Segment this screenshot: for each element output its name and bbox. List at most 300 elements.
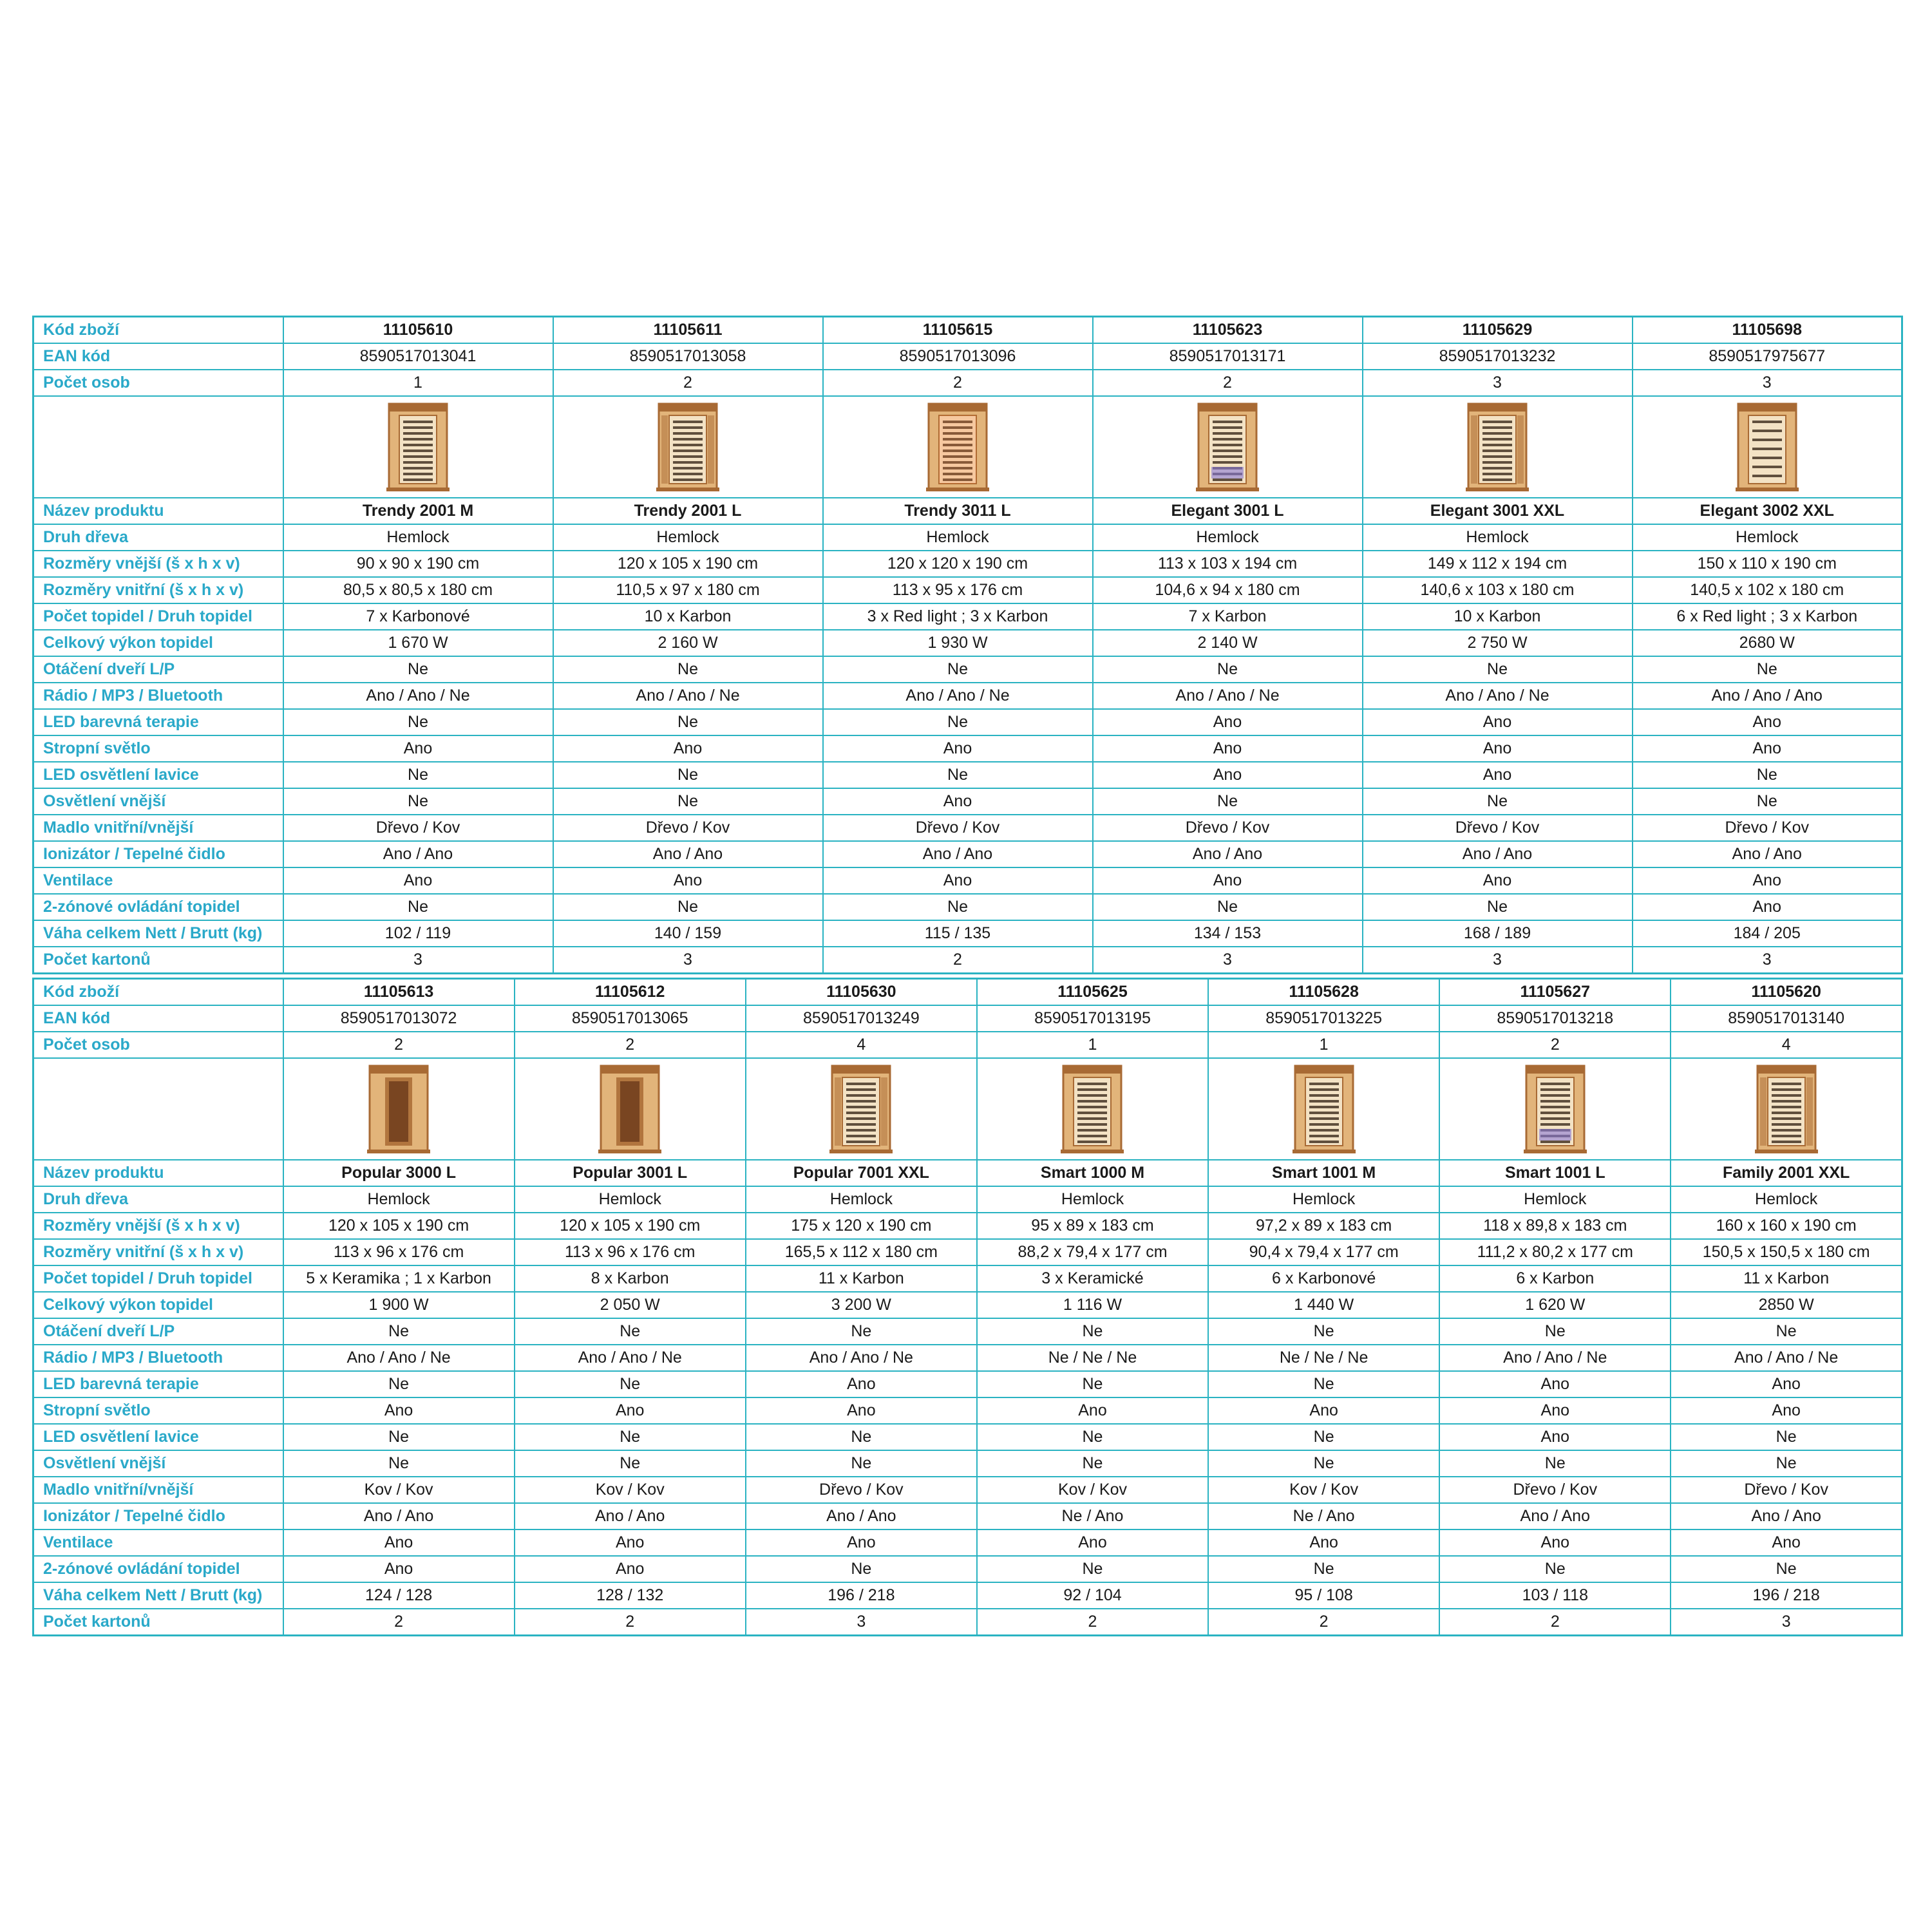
cell-outer-light: Ne: [283, 788, 553, 815]
cell-door: Ne: [283, 1318, 515, 1345]
cell-ventilation: Ano: [1363, 867, 1633, 894]
product-image-cell: [1363, 396, 1633, 498]
cell-code: 11105625: [977, 979, 1208, 1006]
cell-code: 11105628: [1208, 979, 1439, 1006]
product-image-cell: [746, 1058, 977, 1160]
spec-row-radio: [33, 683, 1902, 709]
cell-persons: 3: [1363, 370, 1633, 396]
cell-outer-light: Ne: [515, 1450, 746, 1477]
cell-led-therapy: Ano: [1633, 709, 1902, 735]
cell-name: Family 2001 XXL: [1671, 1160, 1902, 1186]
row-label: Celkový výkon topidel: [33, 630, 283, 656]
cell-power: 1 116 W: [977, 1292, 1208, 1318]
cell-ean: 8590517013171: [1093, 343, 1363, 370]
spec-row-zones: [33, 894, 1902, 920]
cell-outer: 120 x 105 x 190 cm: [283, 1213, 515, 1239]
cell-radio: Ano / Ano / Ne: [1671, 1345, 1902, 1371]
cell-code: 11105698: [1633, 317, 1902, 344]
cell-inner: 140,6 x 103 x 180 cm: [1363, 577, 1633, 603]
product-image-cell: [515, 1058, 746, 1160]
sauna-light-image: [1192, 400, 1263, 494]
cell-ionizer: Ano / Ano: [1363, 841, 1633, 867]
cell-code: 11105610: [283, 317, 553, 344]
cell-outer-light: Ne: [283, 1450, 515, 1477]
cell-bench-led: Ne: [553, 762, 823, 788]
product-image-cell: [1208, 1058, 1439, 1160]
cell-bench-led: Ne: [1671, 1424, 1902, 1450]
cell-power: 2850 W: [1671, 1292, 1902, 1318]
spec-row-handle: [33, 1477, 1902, 1503]
cell-wood: Hemlock: [1633, 524, 1902, 551]
sauna-corner-image: [826, 1062, 896, 1156]
cell-radio: Ne / Ne / Ne: [977, 1345, 1208, 1371]
cell-cartons: 3: [1633, 947, 1902, 974]
cell-power: 1 930 W: [823, 630, 1093, 656]
cell-ionizer: Ano / Ano: [746, 1503, 977, 1530]
cell-zones: Ne: [1439, 1556, 1671, 1582]
cell-door: Ne: [746, 1318, 977, 1345]
row-label: Kód zboží: [33, 979, 283, 1006]
cell-name: Smart 1000 M: [977, 1160, 1208, 1186]
cell-ceiling-light: Ano: [283, 1397, 515, 1424]
row-label: Otáčení dveří L/P: [33, 1318, 283, 1345]
cell-led-therapy: Ne: [515, 1371, 746, 1397]
cell-ean: 8590517013232: [1363, 343, 1633, 370]
cell-zones: Ne: [746, 1556, 977, 1582]
row-label: Počet kartonů: [33, 947, 283, 974]
cell-name: Smart 1001 M: [1208, 1160, 1439, 1186]
cell-zones: Ne: [823, 894, 1093, 920]
sauna-narrow-image: [1289, 1062, 1359, 1156]
cell-outer: 120 x 105 x 190 cm: [515, 1213, 746, 1239]
cell-code: 11105613: [283, 979, 515, 1006]
sauna-wooden-door-image: [363, 1062, 434, 1156]
cell-radio: Ano / Ano / Ne: [553, 683, 823, 709]
cell-zones: Ne: [977, 1556, 1208, 1582]
cell-bench-led: Ne: [823, 762, 1093, 788]
cell-handle: Dřevo / Kov: [1671, 1477, 1902, 1503]
cell-bench-led: Ne: [746, 1424, 977, 1450]
cell-ceiling-light: Ano: [746, 1397, 977, 1424]
cell-code: 11105620: [1671, 979, 1902, 1006]
cell-outer-light: Ano: [823, 788, 1093, 815]
cell-ionizer: Ne / Ano: [977, 1503, 1208, 1530]
row-label: Osvětlení vnější: [33, 788, 283, 815]
row-label: Rádio / MP3 / Bluetooth: [33, 1345, 283, 1371]
cell-inner: 113 x 96 x 176 cm: [283, 1239, 515, 1265]
cell-cartons: 2: [283, 1609, 515, 1636]
cell-ceiling-light: Ano: [977, 1397, 1208, 1424]
cell-heaters: 3 x Keramické: [977, 1265, 1208, 1292]
sauna-wide-image: [652, 400, 723, 494]
row-label: Druh dřeva: [33, 524, 283, 551]
cell-wood: Hemlock: [1671, 1186, 1902, 1213]
cell-handle: Dřevo / Kov: [1363, 815, 1633, 841]
cell-inner: 80,5 x 80,5 x 180 cm: [283, 577, 553, 603]
spec-row-wood: [33, 1186, 1902, 1213]
sauna-corner-image: [1751, 1062, 1822, 1156]
spec-row-ean: [33, 343, 1902, 370]
cell-ean: 8590517013225: [1208, 1005, 1439, 1032]
cell-bench-led: Ne: [977, 1424, 1208, 1450]
row-label: Počet kartonů: [33, 1609, 283, 1636]
cell-outer-light: Ne: [553, 788, 823, 815]
cell-cartons: 3: [1671, 1609, 1902, 1636]
cell-wood: Hemlock: [515, 1186, 746, 1213]
spec-row-led-therapy: [33, 1371, 1902, 1397]
spec-row-ceiling-light: [33, 1397, 1902, 1424]
cell-inner: 113 x 95 x 176 cm: [823, 577, 1093, 603]
cell-door: Ne: [1439, 1318, 1671, 1345]
product-image-cell: [283, 1058, 515, 1160]
cell-wood: Hemlock: [823, 524, 1093, 551]
cell-zones: Ne: [1671, 1556, 1902, 1582]
cell-handle: Kov / Kov: [515, 1477, 746, 1503]
cell-code: 11105629: [1363, 317, 1633, 344]
row-label: EAN kód: [33, 343, 283, 370]
spec-row-ionizer: [33, 841, 1902, 867]
cell-outer: 113 x 103 x 194 cm: [1093, 551, 1363, 577]
cell-radio: Ano / Ano / Ne: [283, 1345, 515, 1371]
row-label: Kód zboží: [33, 317, 283, 344]
cell-name: Trendy 2001 L: [553, 498, 823, 524]
product-image-cell: [977, 1058, 1208, 1160]
cell-zones: Ano: [515, 1556, 746, 1582]
cell-outer: 160 x 160 x 190 cm: [1671, 1213, 1902, 1239]
spec-row-heaters: [33, 1265, 1902, 1292]
cell-heaters: 7 x Karbon: [1093, 603, 1363, 630]
spec-row-weight: [33, 920, 1902, 947]
cell-ceiling-light: Ano: [553, 735, 823, 762]
row-label: Počet topidel / Druh topidel: [33, 1265, 283, 1292]
spec-row-code: [33, 317, 1902, 344]
cell-door: Ne: [283, 656, 553, 683]
row-label: LED osvětlení lavice: [33, 762, 283, 788]
spec-row-weight: [33, 1582, 1902, 1609]
cell-led-therapy: Ne: [283, 1371, 515, 1397]
spec-row-heaters: [33, 603, 1902, 630]
cell-ceiling-light: Ano: [1208, 1397, 1439, 1424]
cell-cartons: 3: [1093, 947, 1363, 974]
cell-heaters: 8 x Karbon: [515, 1265, 746, 1292]
cell-ionizer: Ano / Ano: [553, 841, 823, 867]
cell-outer-light: Ne: [1439, 1450, 1671, 1477]
cell-zones: Ne: [283, 894, 553, 920]
cell-power: 2 160 W: [553, 630, 823, 656]
row-label: 2-zónové ovládání topidel: [33, 1556, 283, 1582]
row-label: LED barevná terapie: [33, 1371, 283, 1397]
cell-ionizer: Ano / Ano: [1633, 841, 1902, 867]
cell-wood: Hemlock: [1093, 524, 1363, 551]
spec-table-1: [32, 316, 1903, 974]
spec-row-power: [33, 1292, 1902, 1318]
spec-row-bench-led: [33, 1424, 1902, 1450]
spec-row-name: [33, 1160, 1902, 1186]
cell-persons: 4: [746, 1032, 977, 1058]
product-image-cell: [1093, 396, 1363, 498]
row-label: Madlo vnitřní/vnější: [33, 1477, 283, 1503]
row-label: Název produktu: [33, 498, 283, 524]
spec-table-2: [32, 978, 1903, 1636]
spec-row-code: [33, 979, 1902, 1006]
row-label: Počet topidel / Druh topidel: [33, 603, 283, 630]
cell-power: 2680 W: [1633, 630, 1902, 656]
cell-persons: 1: [283, 370, 553, 396]
cell-outer: 175 x 120 x 190 cm: [746, 1213, 977, 1239]
cell-persons: 2: [283, 1032, 515, 1058]
cell-ean: 8590517013218: [1439, 1005, 1671, 1032]
cell-ceiling-light: Ano: [1633, 735, 1902, 762]
cell-inner: 111,2 x 80,2 x 177 cm: [1439, 1239, 1671, 1265]
cell-persons: 1: [977, 1032, 1208, 1058]
cell-wood: Hemlock: [977, 1186, 1208, 1213]
spec-row-door: [33, 656, 1902, 683]
cell-ventilation: Ano: [1439, 1530, 1671, 1556]
cell-ceiling-light: Ano: [1363, 735, 1633, 762]
cell-outer-light: Ne: [1363, 788, 1633, 815]
cell-weight: 196 / 218: [746, 1582, 977, 1609]
cell-ean: 8590517975677: [1633, 343, 1902, 370]
cell-heaters: 11 x Karbon: [746, 1265, 977, 1292]
product-image-cell: [1439, 1058, 1671, 1160]
cell-weight: 95 / 108: [1208, 1582, 1439, 1609]
cell-name: Elegant 3001 L: [1093, 498, 1363, 524]
cell-handle: Kov / Kov: [977, 1477, 1208, 1503]
spec-row-cartons: [33, 1609, 1902, 1636]
cell-led-therapy: Ne: [977, 1371, 1208, 1397]
cell-handle: Kov / Kov: [283, 1477, 515, 1503]
cell-weight: 115 / 135: [823, 920, 1093, 947]
cell-cartons: 3: [553, 947, 823, 974]
cell-zones: Ne: [1093, 894, 1363, 920]
cell-ionizer: Ano / Ano: [1671, 1503, 1902, 1530]
cell-handle: Dřevo / Kov: [1633, 815, 1902, 841]
cell-heaters: 10 x Karbon: [1363, 603, 1633, 630]
cell-inner: 88,2 x 79,4 x 177 cm: [977, 1239, 1208, 1265]
row-label: Ventilace: [33, 1530, 283, 1556]
cell-ceiling-light: Ano: [515, 1397, 746, 1424]
spec-row-outer-light: [33, 1450, 1902, 1477]
spec-row-image: [33, 1058, 1902, 1160]
row-label: Stropní světlo: [33, 735, 283, 762]
cell-power: 2 140 W: [1093, 630, 1363, 656]
cell-bench-led: Ne: [1633, 762, 1902, 788]
cell-ionizer: Ano / Ano: [515, 1503, 746, 1530]
cell-ean: 8590517013058: [553, 343, 823, 370]
cell-handle: Dřevo / Kov: [823, 815, 1093, 841]
cell-ean: 8590517013072: [283, 1005, 515, 1032]
cell-ventilation: Ano: [823, 867, 1093, 894]
cell-outer: 149 x 112 x 194 cm: [1363, 551, 1633, 577]
row-label: Váha celkem Nett / Brutt (kg): [33, 1582, 283, 1609]
cell-radio: Ano / Ano / Ne: [1439, 1345, 1671, 1371]
cell-wood: Hemlock: [553, 524, 823, 551]
cell-weight: 128 / 132: [515, 1582, 746, 1609]
spec-row-image: [33, 396, 1902, 498]
cell-code: 11105612: [515, 979, 746, 1006]
cell-weight: 124 / 128: [283, 1582, 515, 1609]
row-label: Druh dřeva: [33, 1186, 283, 1213]
spec-row-cartons: [33, 947, 1902, 974]
cell-cartons: 2: [823, 947, 1093, 974]
cell-name: Trendy 2001 M: [283, 498, 553, 524]
cell-persons: 2: [553, 370, 823, 396]
row-label: Rádio / MP3 / Bluetooth: [33, 683, 283, 709]
product-image-cell: [823, 396, 1093, 498]
sauna-glass-image: [922, 400, 993, 494]
row-label: Ventilace: [33, 867, 283, 894]
cell-outer-light: Ne: [1633, 788, 1902, 815]
row-label: Počet osob: [33, 370, 283, 396]
cell-persons: 3: [1633, 370, 1902, 396]
row-label: Madlo vnitřní/vnější: [33, 815, 283, 841]
row-label: EAN kód: [33, 1005, 283, 1032]
cell-radio: Ne / Ne / Ne: [1208, 1345, 1439, 1371]
cell-handle: Dřevo / Kov: [746, 1477, 977, 1503]
spec-row-ceiling-light: [33, 735, 1902, 762]
spec-row-bench-led: [33, 762, 1902, 788]
cell-cartons: 2: [977, 1609, 1208, 1636]
cell-inner: 113 x 96 x 176 cm: [515, 1239, 746, 1265]
cell-name: Elegant 3002 XXL: [1633, 498, 1902, 524]
cell-ionizer: Ano / Ano: [823, 841, 1093, 867]
cell-bench-led: Ne: [283, 762, 553, 788]
cell-ean: 8590517013041: [283, 343, 553, 370]
cell-code: 11105627: [1439, 979, 1671, 1006]
cell-power: 1 620 W: [1439, 1292, 1671, 1318]
cell-handle: Dřevo / Kov: [283, 815, 553, 841]
cell-heaters: 11 x Karbon: [1671, 1265, 1902, 1292]
cell-ionizer: Ano / Ano: [1439, 1503, 1671, 1530]
cell-name: Popular 3001 L: [515, 1160, 746, 1186]
cell-heaters: 7 x Karbonové: [283, 603, 553, 630]
cell-ean: 8590517013195: [977, 1005, 1208, 1032]
row-label: LED barevná terapie: [33, 709, 283, 735]
cell-name: Elegant 3001 XXL: [1363, 498, 1633, 524]
cell-power: 1 900 W: [283, 1292, 515, 1318]
cell-ventilation: Ano: [553, 867, 823, 894]
row-label: Ionizátor / Tepelné čidlo: [33, 841, 283, 867]
cell-weight: 184 / 205: [1633, 920, 1902, 947]
row-label: Stropní světlo: [33, 1397, 283, 1424]
cell-wood: Hemlock: [1208, 1186, 1439, 1213]
cell-door: Ne: [977, 1318, 1208, 1345]
cell-inner: 165,5 x 112 x 180 cm: [746, 1239, 977, 1265]
row-label: Osvětlení vnější: [33, 1450, 283, 1477]
cell-outer: 150 x 110 x 190 cm: [1633, 551, 1902, 577]
spec-row-zones: [33, 1556, 1902, 1582]
cell-led-therapy: Ano: [1671, 1371, 1902, 1397]
cell-outer-light: Ne: [977, 1450, 1208, 1477]
row-label: LED osvětlení lavice: [33, 1424, 283, 1450]
cell-led-therapy: Ne: [283, 709, 553, 735]
row-label: Rozměry vnitřní (š x h x v): [33, 577, 283, 603]
cell-inner: 150,5 x 150,5 x 180 cm: [1671, 1239, 1902, 1265]
spec-row-persons: [33, 1032, 1902, 1058]
spec-row-ventilation: [33, 867, 1902, 894]
cell-outer: 95 x 89 x 183 cm: [977, 1213, 1208, 1239]
spec-row-power: [33, 630, 1902, 656]
row-label: Název produktu: [33, 1160, 283, 1186]
cell-wood: Hemlock: [1363, 524, 1633, 551]
cell-persons: 4: [1671, 1032, 1902, 1058]
spec-row-radio: [33, 1345, 1902, 1371]
cell-name: Trendy 3011 L: [823, 498, 1093, 524]
cell-ceiling-light: Ano: [823, 735, 1093, 762]
cell-cartons: 3: [1363, 947, 1633, 974]
cell-zones: Ne: [1208, 1556, 1439, 1582]
cell-door: Ne: [1363, 656, 1633, 683]
cell-led-therapy: Ne: [823, 709, 1093, 735]
cell-ceiling-light: Ano: [1093, 735, 1363, 762]
cell-led-therapy: Ne: [553, 709, 823, 735]
cell-persons: 2: [1439, 1032, 1671, 1058]
cell-ventilation: Ano: [515, 1530, 746, 1556]
sauna-interior-image: [1732, 400, 1803, 494]
cell-code: 11105615: [823, 317, 1093, 344]
cell-bench-led: Ne: [1208, 1424, 1439, 1450]
cell-weight: 92 / 104: [977, 1582, 1208, 1609]
cell-persons: 2: [823, 370, 1093, 396]
cell-heaters: 6 x Karbonové: [1208, 1265, 1439, 1292]
cell-led-therapy: Ano: [1363, 709, 1633, 735]
cell-ean: 8590517013140: [1671, 1005, 1902, 1032]
row-label: [33, 396, 283, 498]
row-label: [33, 1058, 283, 1160]
cell-zones: Ano: [283, 1556, 515, 1582]
cell-weight: 196 / 218: [1671, 1582, 1902, 1609]
row-label: Rozměry vnější (š x h x v): [33, 551, 283, 577]
cell-wood: Hemlock: [1439, 1186, 1671, 1213]
spec-row-door: [33, 1318, 1902, 1345]
cell-outer: 120 x 105 x 190 cm: [553, 551, 823, 577]
cell-outer-light: Ne: [1208, 1450, 1439, 1477]
row-label: 2-zónové ovládání topidel: [33, 894, 283, 920]
spec-row-outer-light: [33, 788, 1902, 815]
spec-row-outer: [33, 1213, 1902, 1239]
cell-door: Ne: [1093, 656, 1363, 683]
sauna-light-image: [1520, 1062, 1591, 1156]
spec-row-ionizer: [33, 1503, 1902, 1530]
cell-radio: Ano / Ano / Ne: [283, 683, 553, 709]
cell-handle: Dřevo / Kov: [1439, 1477, 1671, 1503]
cell-heaters: 3 x Red light ; 3 x Karbon: [823, 603, 1093, 630]
cell-heaters: 5 x Keramika ; 1 x Karbon: [283, 1265, 515, 1292]
cell-radio: Ano / Ano / Ano: [1633, 683, 1902, 709]
cell-wood: Hemlock: [283, 524, 553, 551]
cell-radio: Ano / Ano / Ne: [746, 1345, 977, 1371]
cell-outer-light: Ne: [1671, 1450, 1902, 1477]
row-label: Ionizátor / Tepelné čidlo: [33, 1503, 283, 1530]
cell-handle: Dřevo / Kov: [1093, 815, 1363, 841]
cell-weight: 102 / 119: [283, 920, 553, 947]
cell-cartons: 3: [283, 947, 553, 974]
cell-heaters: 6 x Karbon: [1439, 1265, 1671, 1292]
row-label: Otáčení dveří L/P: [33, 656, 283, 683]
cell-weight: 103 / 118: [1439, 1582, 1671, 1609]
cell-bench-led: Ano: [1363, 762, 1633, 788]
cell-wood: Hemlock: [746, 1186, 977, 1213]
cell-inner: 140,5 x 102 x 180 cm: [1633, 577, 1902, 603]
cell-ventilation: Ano: [1208, 1530, 1439, 1556]
spec-row-outer: [33, 551, 1902, 577]
cell-weight: 168 / 189: [1363, 920, 1633, 947]
cell-weight: 134 / 153: [1093, 920, 1363, 947]
spec-row-handle: [33, 815, 1902, 841]
cell-heaters: 6 x Red light ; 3 x Karbon: [1633, 603, 1902, 630]
cell-code: 11105623: [1093, 317, 1363, 344]
cell-inner: 104,6 x 94 x 180 cm: [1093, 577, 1363, 603]
